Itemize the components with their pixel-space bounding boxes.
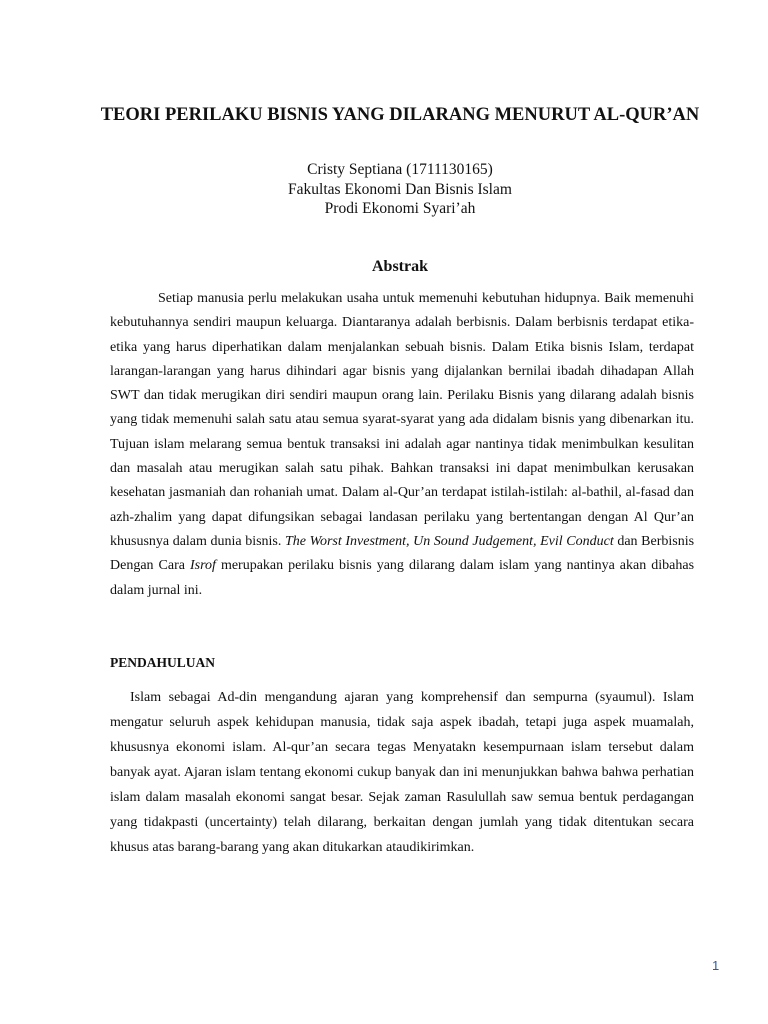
abstract-text-part1: Setiap manusia perlu melakukan usaha untuk memenuhi kebutuhan hidupnya. Baik memenuhi kebutuhannya sendiri maupun keluarga. Diantaranya adalah berbisnis. Dalam berbisnis terdapat etika-etika yang harus diperhatikan dalam menjalankan sebuah bisnis. Dalam Etika bisnis Islam, terdapat larangan-larangan yang harus dihindari agar bisnis yang dijalankan bernilai ibadah dihadapan Allah SWT dan tidak merugikan diri sendiri maupun orang lain. Perilaku Bisnis yang dilarang adalah bisnis yang tidak memenuhi salah satu atau semua syarat-syarat yang ada didalam bisnis yang dibenarkan itu. Tujuan islam melarang semua bentuk transaksi ini adalah agar nantinya tidak menimbulkan kesulitan dan masalah atau merugikan salah satu pihak. Bahkan transaksi ini dapat menimbulkan kerusakan kesehatan jasmaniah dan rohaniah umat. Dalam al-Qur’an terdapat istilah-istilah: al-bathil, al-fasad dan azh-zhalim yang dapat difungsikan sebagai landasan perilaku yang bertentangan dengan Al Qur’an khususnya dalam dunia bisnis. <box>110 291 694 549</box>
page-number: 1 <box>712 958 720 973</box>
abstract-italic-terms: The Worst Investment, Un Sound Judgement, Evil Conduct <box>285 533 614 549</box>
introduction-paragraph: Islam sebagai Ad-din mengandung ajaran yang komprehensif dan sempurna (syaumul). Islam mengatur seluruh aspek kehidupan manusia, tidak saja aspek ibadah, tetapi juga aspek muamalah, khususnya ekonomi islam. Al-qur’an secara tegas Menyatakn kesempurnaan islam tersebut dalam banyak ayat. Ajaran islam tentang ekonomi cukup banyak dan ini menunjukkan bahwa bahwa perhatian islam dalam masalah ekonomi sangat besar. Sejak zaman Rasulullah saw semua bentuk perdagangan yang tidakpasti (uncertainty) telah dilarang, berkaitan dengan jumlah yang tidak ditentukan secara khusus atas barang-barang yang akan ditukarkan ataudikirimkan. <box>110 690 694 855</box>
abstract-text-part2: dan Berbisnis Dengan Cara <box>110 533 695 574</box>
faculty-name: Fakultas Ekonomi Dan Bisnis Islam <box>288 180 512 198</box>
program-name: Prodi Ekonomi Syari’ah <box>324 200 476 217</box>
abstract-paragraph <box>110 287 694 603</box>
section-heading-introduction: PENDAHULUAN <box>110 655 216 670</box>
author-block <box>100 160 700 219</box>
paper-title: TEORI PERILAKU BISNIS YANG DILARANG MENURUT AL-QUR’AN <box>100 105 700 125</box>
abstract-text-part3: merupakan perilaku bisnis yang dilarang dalam islam yang nantinya akan dibahas dalam jurnal ini. <box>110 558 695 598</box>
author-name: Cristy Septiana (1711130165) <box>307 161 493 178</box>
abstract-heading: Abstrak <box>371 258 428 275</box>
abstract-italic-isrof: Isrof <box>190 558 216 574</box>
